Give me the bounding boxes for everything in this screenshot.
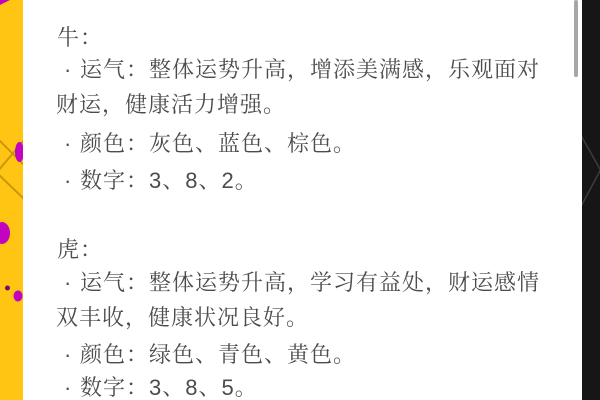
list-item-text: 运气：整体运势升高，增添美满感，乐观面对 [80,57,541,82]
list-item-text: 数字：3、8、5。 [80,375,258,400]
section-heading-ox: 牛： [57,25,104,50]
bullet-dot: · [64,131,73,156]
list-item-numbers-ox [64,169,258,193]
list-item-luck-tiger [64,271,540,295]
list-item-text: 颜色：灰色、蓝色、棕色。 [80,131,357,156]
bullet-dot: · [64,270,73,295]
decorative-right-bar [582,0,600,400]
list-item-luck-tiger-wrap: 双丰收，健康状况良好。 [56,305,310,330]
diagonal-line [582,169,600,212]
section-heading-tiger: 虎： [57,237,104,262]
list-item-text: 数字：3、8、2。 [80,168,258,193]
list-item-luck-ox-wrap: 财运，健康活力增强。 [56,92,287,117]
diagonal-line [582,130,600,171]
bullet-dot: · [64,57,73,82]
list-item-numbers-tiger [64,376,258,400]
bullet-dot: · [64,342,73,367]
bullet-dot: · [64,168,73,193]
list-item-text: 颜色：绿色、青色、黄色。 [80,342,357,367]
list-item-colors-tiger [64,343,356,367]
list-item-colors-ox [64,132,356,156]
scrollbar-thumb[interactable] [574,0,578,77]
bullet-dot: · [64,375,73,400]
list-item-text: 运气：整体运势升高，学习有益处，财运感情 [80,270,541,295]
list-item-luck-ox [64,58,540,82]
right-bar-pattern [582,0,600,400]
